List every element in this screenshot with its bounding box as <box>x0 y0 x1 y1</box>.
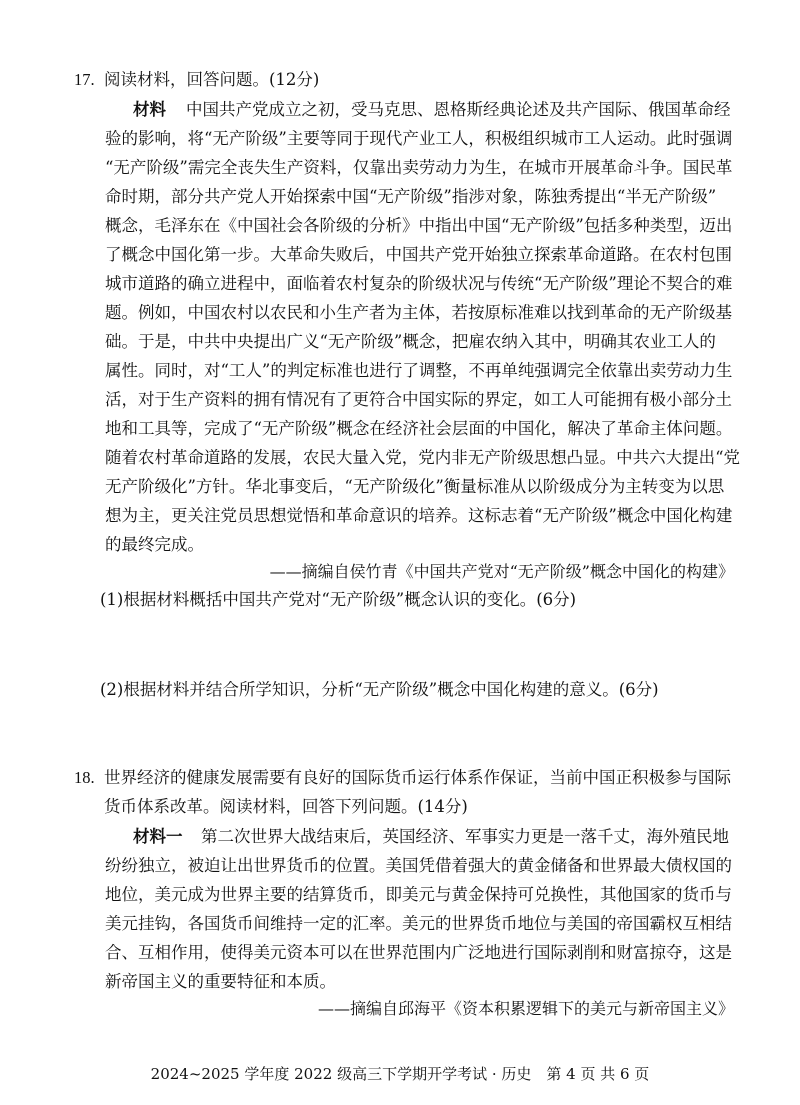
q17-source-citation: ——摘编自侯竹青《中国共产党对“无产阶级”概念中国化的构建》 <box>269 562 734 581</box>
q17-material-label: 材料 <box>133 100 166 119</box>
q17-material-line: 概念，毛泽东在《中国社会各阶级的分析》中指出中国“无产阶级”包括多种类型，迈出 <box>105 216 733 235</box>
q17-material-line: 命时期，部分共产党人开始探索中国“无产阶级”指涉对象，陈独秀提出“半无产阶级” <box>105 187 717 206</box>
q17-material-line: 城市道路的确立进程中，面临着农村复杂的阶级状况与传统“无产阶级”理论不契合的难 <box>105 274 733 293</box>
q17-subquestion-2: (2)根据材料并结合所学知识，分析“无产阶级”概念中国化构建的意义。(6分) <box>100 680 659 699</box>
q18-material-label: 材料一 <box>133 827 183 846</box>
q18-source-citation: ——摘编自邱海平《资本积累逻辑下的美元与新帝国主义》 <box>317 999 734 1018</box>
q18-material-line: 第二次世界大战结束后，英国经济、军事实力更是一落千丈，海外殖民地 <box>201 827 729 846</box>
q18-title-line: 货币体系改革。阅读材料，回答下列问题。(14分) <box>104 797 468 816</box>
q17-material-line: 题。例如，中国农村以农民和小生产者为主体，若按原标准难以找到革命的无产阶级基 <box>105 303 732 322</box>
q18-material-line: 合、互相作用，使得美元资本可以在世界范围内广泛地进行国际剥削和财富掠夺，这是 <box>105 943 732 962</box>
q18-material-line: 纷纷独立，被迫让出世界货币的位置。美国凭借着强大的黄金储备和世界最大债权国的 <box>105 856 732 875</box>
q17-number: 17. <box>74 70 95 89</box>
q17-subquestion-1: (1)根据材料概括中国共产党对“无产阶级”概念认识的变化。(6分) <box>100 590 577 609</box>
q17-material-line: 中国共产党成立之初，受马克思、恩格斯经典论述及共产国际、俄国革命经 <box>186 100 731 119</box>
q17-material-line: 随着农村革命道路的发展，农民大量入党，党内非无产阶级思想凸显。中共六大提出“党 <box>105 448 740 467</box>
q17-title: 阅读材料，回答问题。(12分) <box>104 70 320 89</box>
q18-material-line: 美元挂钩，各国货币间维持一定的汇率。美元的世界货币地位与美国的帝国霸权互相结 <box>105 914 732 933</box>
q17-material-line: 础。于是，中共中央提出广义“无产阶级”概念，把雇农纳入其中，明确其农业工人的 <box>105 332 716 351</box>
q17-material-line: 了概念中国化第一步。大革命失败后，中国共产党开始独立探索革命道路。在农村包围 <box>105 245 732 264</box>
q17-material-line: 验的影响，将“无产阶级”主要等同于现代产业工人，积极组织城市工人运动。此时强调 <box>105 129 733 148</box>
q18-material-line: 地位，美元成为世界主要的结算货币，即美元与黄金保持可兑换性，其他国家的货币与 <box>105 885 732 904</box>
q18-material-line: 新帝国主义的重要特征和本质。 <box>105 972 336 991</box>
q18-number: 18. <box>74 768 95 787</box>
q17-material-line: 想为主，更关注党员思想觉悟和革命意识的培养。这标志着“无产阶级”概念中国化构建 <box>105 506 733 525</box>
q18-title-line: 世界经济的健康发展需要有良好的国际货币运行体系作保证，当前中国正积极参与国际 <box>104 768 731 787</box>
q17-material-line: 地和工具等，完成了“无产阶级”概念在经济社会层面的中国化，解决了革命主体问题。 <box>105 419 733 438</box>
q17-material-line: 属性。同时，对“工人”的判定标准也进行了调整，不再单纯强调完全依靠出卖劳动力生 <box>105 361 733 380</box>
q17-material-line: “无产阶级”需完全丧失生产资料，仅靠出卖劳动力为生，在城市开展革命斗争。国民革 <box>105 158 733 177</box>
q17-material-line: 的最终完成。 <box>105 535 204 554</box>
q17-material-line: 无产阶级化”方针。华北事变后，“无产阶级化”衡量标准从以阶级成分为主转变为以思 <box>105 477 725 496</box>
q17-material-line: 活，对于生产资料的拥有情况有了更符合中国实际的界定，如工人可能拥有极小部分土 <box>105 390 732 409</box>
page-footer: 2024~2025 学年度 2022 级高三下学期开学考试 · 历史 第 4 页 共 6 页 <box>150 1065 650 1083</box>
